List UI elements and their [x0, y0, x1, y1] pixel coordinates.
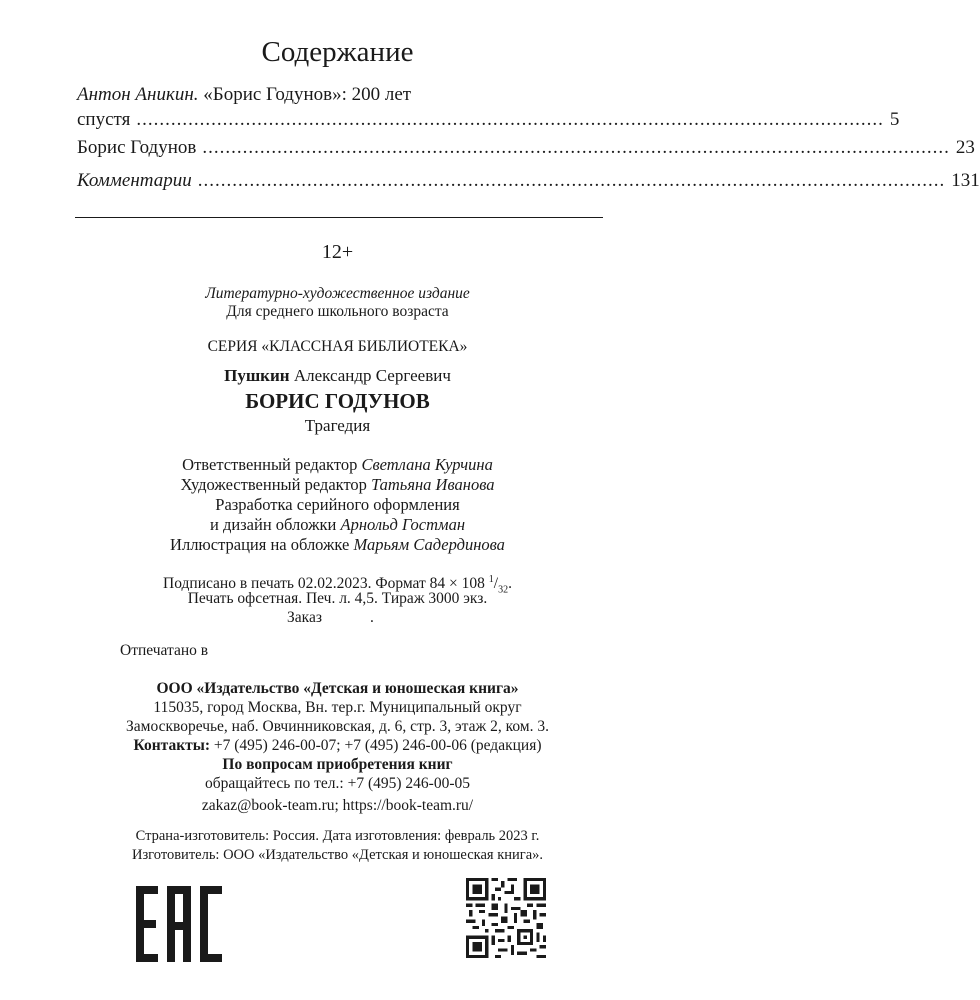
toc-entry-title: «Борис Годунов»: 200 лет: [198, 84, 412, 105]
book-title: БОРИС ГОДУНОВ: [245, 389, 430, 413]
credit-role: Иллюстрация на обложке: [170, 535, 354, 554]
toc-page-number: 5: [889, 109, 900, 130]
contacts-label: Контакты:: [133, 737, 211, 754]
print-signed-line: Подписано в печать 02.02.2023. Формат 84 × 108 $^1/_{32}$.: [163, 574, 512, 596]
toc-page-number: 23: [955, 137, 975, 158]
credit-role: Художественный редактор: [180, 475, 372, 494]
credit-name: Марьям Садердинова: [353, 535, 505, 554]
toc-entry-author: Антон Аникин.: [77, 84, 199, 105]
credit-line: [0, 475, 675, 495]
author-given-names: Александр Сергеевич: [289, 366, 451, 385]
toc-entry-title: Комментарии: [77, 170, 192, 191]
credit-line: [0, 535, 675, 555]
order-dot: .: [369, 609, 374, 626]
credit-name: Светлана Курчина: [361, 455, 493, 474]
eac-mark-icon: [134, 884, 224, 964]
format-numerator: 1: [488, 574, 494, 585]
format-denominator: 32: [498, 584, 509, 596]
order-label: Заказ: [287, 609, 322, 626]
toc-entry-1-line1: [77, 82, 599, 107]
manufacturer-line: Изготовитель: ООО «Издательство «Детская и юношеская книга».: [131, 847, 544, 863]
author-line: [0, 366, 675, 386]
publisher-web: zakaz@book-team.ru; https://book-team.ru/: [201, 797, 474, 814]
toc-entry-3: [77, 168, 980, 193]
publisher-address-1: 115035, город Москва, Вн. тер.г. Муниципальный округ: [153, 699, 522, 716]
toc-entry-1-line2: [77, 107, 900, 132]
credit-line: [0, 515, 675, 535]
toc-entry-title: Борис Годунов: [77, 137, 197, 158]
qr-code-icon: [466, 878, 546, 958]
genre-line: Литературно-художественное издание: [205, 285, 470, 302]
toc-page-number: 131: [951, 170, 980, 191]
age-rating: 12+: [321, 241, 354, 263]
credit-line: [0, 495, 675, 515]
purchase-phone: обращайтесь по тел.: +7 (495) 246-00-05: [205, 775, 470, 792]
purchase-heading: По вопросам приобретения книг: [222, 756, 453, 773]
toc-leader-dots: ..................................................................................................................................: [202, 137, 950, 158]
credit-role: Разработка серийного оформления: [215, 495, 460, 514]
contacts-value: +7 (495) 246-00-07; +7 (495) 246-00-06 (редакция): [210, 737, 542, 754]
publisher-name: ООО «Издательство «Детская и юношеская книга»: [156, 680, 519, 697]
print-details-line: Печать офсетная. Печ. л. 4,5. Тираж 3000 экз.: [187, 590, 488, 607]
audience-line: Для среднего школьного возраста: [226, 303, 449, 320]
publisher-contacts: [0, 736, 675, 755]
toc-entry-title-cont: спустя: [77, 109, 131, 130]
divider-rule: [75, 217, 603, 218]
author-surname: Пушкин: [224, 366, 290, 385]
publisher-address-2: Замоскворечье, наб. Овчинниковская, д. 6, стр. 3, этаж 2, ком. 3.: [125, 718, 549, 735]
credit-name: Татьяна Иванова: [371, 475, 495, 494]
book-subtitle: Трагедия: [304, 416, 371, 435]
order-line: [287, 608, 374, 627]
toc-entry-2: [77, 135, 975, 160]
toc-leader-dots: ..................................................................................................................................: [136, 109, 884, 130]
credit-name: Арнольд Гостман: [340, 515, 465, 534]
printed-at-line: Отпечатано в: [120, 642, 209, 659]
toc-leader-dots: ..................................................................................................................................: [197, 170, 946, 191]
credit-role: Ответственный редактор: [182, 455, 362, 474]
credit-line: [0, 455, 675, 475]
toc-title: Содержание: [261, 36, 414, 68]
credit-role: и дизайн обложки: [209, 515, 341, 534]
country-line: Страна-изготовитель: Россия. Дата изготовления: февраль 2023 г.: [135, 828, 540, 844]
toc-entry-1: [77, 82, 900, 132]
series-line: СЕРИЯ «КЛАССНАЯ БИБЛИОТЕКА»: [207, 338, 468, 355]
